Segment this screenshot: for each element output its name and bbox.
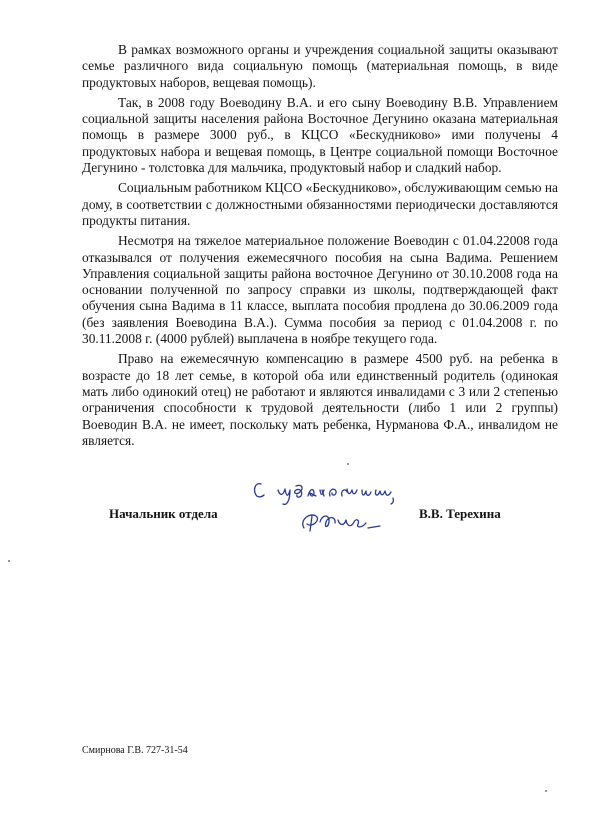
paragraph-1: В рамках возможного органы и учреждения социальной защиты оказывают семье различного вида социальную помощь (материальная помощь, в виде продуктовых наборов, вещевая помощь).: [82, 42, 558, 90]
paragraph-3: Социальным работником КЦСО «Бескудниково», обслуживающим семью на дому, в соответствии с должностными обязанностями периодически доставляются продукты питания.: [82, 180, 558, 228]
paragraph-5: Право на ежемесячную компенсацию в размере 4500 руб. на ребенка в возрасте до 18 лет семье, в которой оба или единственный родитель (одинокая мать либо одинокий отец) не работают и являются инвалидами с 3 или 2 степенью ограничения способности к трудовой деятельности (либо 1 или 2 группы) Воеводин В.А. не имеет, поскольку мать ребенка, Нурманова Ф.А., инвалидом не является.: [82, 351, 558, 448]
signer-name: В.В. Терехина: [419, 506, 501, 521]
scan-speck: [347, 463, 349, 465]
contact-footer: Смирнова Г.В. 727-31-54: [82, 745, 188, 756]
signature-row: [109, 506, 539, 526]
paragraph-4: Несмотря на тяжелое материальное положение Воеводин с 01.04.22008 года отказывался от получения ежемесячного пособия на сына Вадима. Решением Управления социальной защиты района восточное Дегунино от 30.10.2008 года на основании полученной по запросу справки из школы, подтверждающей факт обучения сына Вадима в 11 классе, выплата пособия продлена до 30.06.2009 года (без заявления Воеводина В.А.). Сумма пособия за период с 01.04.2008 г. по 30.11.2008 г. (4000 рублей) выплачена в ноябре текущего года.: [82, 233, 558, 347]
paragraph-2: Так, в 2008 году Воеводину В.А. и его сыну Воеводину В.В. Управлением социальной защиты населения района Восточное Дегунино оказана материальная помощь в размере 3000 руб., в КЦСО «Бескудниково» ими получены 4 продуктовых набора и вещевая помощь, в Центре социальной помощи Восточное Дегунино - толстовка для мальчика, продуктовый набор и сладкий набор.: [82, 94, 558, 176]
letter-body: [82, 42, 558, 453]
scan-speck: [545, 790, 547, 792]
signer-title: Начальник отдела: [109, 506, 218, 521]
scan-speck: [8, 560, 10, 562]
